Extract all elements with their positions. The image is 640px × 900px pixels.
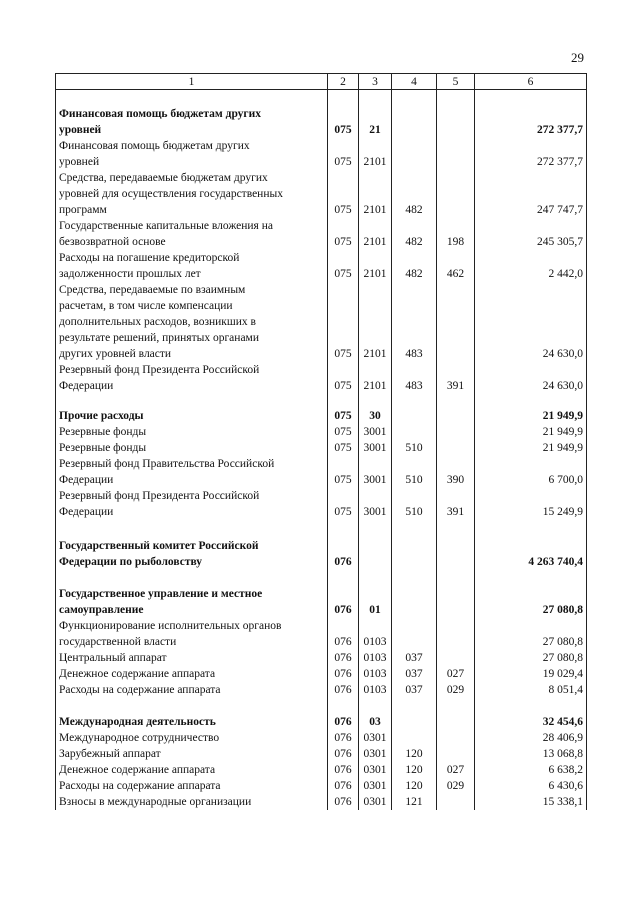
spacer-row	[56, 90, 587, 107]
code-cell-2: 076	[328, 538, 359, 570]
item-name-line: Международное сотрудничество	[59, 732, 220, 744]
code-cell-5: 029	[437, 778, 475, 794]
code-cell-3	[359, 538, 392, 570]
code-cell-4: 120	[392, 762, 437, 778]
table-row	[56, 650, 587, 666]
code-cell-5	[437, 794, 475, 810]
code-cell-3: 0103	[359, 666, 392, 682]
table-row	[56, 456, 587, 488]
amount-cell: 19 029,4	[475, 666, 587, 682]
code-cell-5	[437, 440, 475, 456]
code-cell-3: 0301	[359, 794, 392, 810]
code-cell-5	[437, 408, 475, 424]
spacer-cell	[392, 90, 437, 107]
amount-cell: 272 377,7	[475, 106, 587, 138]
item-name-cell	[56, 538, 328, 570]
code-cell-2: 075	[328, 424, 359, 440]
item-name-line: Федерации	[59, 380, 114, 392]
item-name-line: Резервные фонды	[59, 442, 147, 454]
table-header-row	[56, 74, 587, 90]
spacer-cell	[392, 394, 437, 408]
code-cell-2: 075	[328, 362, 359, 394]
code-cell-4: 121	[392, 794, 437, 810]
code-cell-2: 076	[328, 762, 359, 778]
item-name-line: Функционирование исполнительных органов	[59, 620, 282, 632]
code-cell-4: 037	[392, 666, 437, 682]
item-name-cell	[56, 618, 328, 650]
section-row	[56, 538, 587, 570]
code-cell-5: 029	[437, 682, 475, 698]
amount-cell: 24 630,0	[475, 362, 587, 394]
code-cell-4: 037	[392, 682, 437, 698]
item-name-cell	[56, 424, 328, 440]
spacer-cell	[475, 394, 587, 408]
budget-table	[55, 73, 587, 810]
item-name-line: безвозвратной основе	[59, 236, 166, 248]
spacer-cell	[328, 698, 359, 714]
code-cell-5: 390	[437, 456, 475, 488]
spacer-cell	[437, 570, 475, 586]
item-name-cell	[56, 682, 328, 698]
amount-cell: 27 080,8	[475, 586, 587, 618]
code-cell-4: 120	[392, 778, 437, 794]
item-name-line: результате решений, принятых органами	[59, 332, 259, 344]
code-cell-2: 075	[328, 440, 359, 456]
item-name-cell	[56, 250, 328, 282]
column-header-6: 6	[475, 74, 587, 90]
table-row	[56, 746, 587, 762]
code-cell-5	[437, 586, 475, 618]
amount-cell: 6 700,0	[475, 456, 587, 488]
item-name-cell	[56, 762, 328, 778]
item-name-line: Денежное содержание аппарата	[59, 668, 216, 680]
page-number: 29	[571, 50, 584, 65]
spacer-cell	[328, 520, 359, 538]
item-name-line: Государственное управление и местное	[59, 588, 263, 600]
item-name-line: Расходы на погашение кредиторской	[59, 252, 240, 264]
section-row	[56, 586, 587, 618]
code-cell-3: 30	[359, 408, 392, 424]
code-cell-4: 483	[392, 282, 437, 362]
item-name-cell	[56, 666, 328, 682]
column-header-3: 3	[359, 74, 392, 90]
code-cell-2: 075	[328, 170, 359, 218]
amount-cell: 21 949,9	[475, 424, 587, 440]
code-cell-4	[392, 730, 437, 746]
item-name-line: Резервный фонд Президента Российской	[59, 364, 260, 376]
code-cell-2: 076	[328, 746, 359, 762]
code-cell-5	[437, 714, 475, 730]
code-cell-5	[437, 106, 475, 138]
item-name-cell	[56, 440, 328, 456]
item-name-line: других уровней власти	[59, 348, 172, 360]
code-cell-3: 3001	[359, 424, 392, 440]
code-cell-3: 0103	[359, 682, 392, 698]
item-name-cell	[56, 586, 328, 618]
code-cell-4: 037	[392, 650, 437, 666]
code-cell-5	[437, 746, 475, 762]
code-cell-5: 391	[437, 362, 475, 394]
code-cell-3: 0301	[359, 746, 392, 762]
spacer-cell	[437, 394, 475, 408]
item-name-cell	[56, 778, 328, 794]
code-cell-3: 0301	[359, 730, 392, 746]
item-name-line: уровней	[59, 156, 100, 168]
spacer-row	[56, 698, 587, 714]
code-cell-3: 01	[359, 586, 392, 618]
item-name-cell	[56, 488, 328, 520]
amount-cell: 28 406,9	[475, 730, 587, 746]
code-cell-3: 0301	[359, 778, 392, 794]
amount-cell: 27 080,8	[475, 650, 587, 666]
item-name-line: Финансовая помощь бюджетам других	[59, 108, 262, 120]
item-name-cell	[56, 170, 328, 218]
amount-cell: 15 249,9	[475, 488, 587, 520]
code-cell-2: 075	[328, 250, 359, 282]
code-cell-2: 075	[328, 488, 359, 520]
spacer-cell	[359, 520, 392, 538]
item-name-cell	[56, 282, 328, 362]
amount-cell: 247 747,7	[475, 170, 587, 218]
code-cell-4: 482	[392, 250, 437, 282]
amount-cell: 8 051,4	[475, 682, 587, 698]
spacer-cell	[56, 90, 328, 107]
section-row	[56, 714, 587, 730]
item-name-cell	[56, 106, 328, 138]
code-cell-2: 076	[328, 666, 359, 682]
code-cell-2: 076	[328, 586, 359, 618]
code-cell-5	[437, 138, 475, 170]
code-cell-4: 510	[392, 440, 437, 456]
spacer-cell	[475, 520, 587, 538]
code-cell-5	[437, 424, 475, 440]
code-cell-3: 3001	[359, 456, 392, 488]
amount-cell: 13 068,8	[475, 746, 587, 762]
code-cell-4	[392, 408, 437, 424]
item-name-line: Федерации	[59, 474, 114, 486]
amount-cell: 6 430,6	[475, 778, 587, 794]
code-cell-5: 027	[437, 666, 475, 682]
amount-cell: 21 949,9	[475, 440, 587, 456]
item-name-line: расчетам, в том числе компенсации	[59, 300, 233, 312]
spacer-cell	[359, 90, 392, 107]
item-name-line: Федерации	[59, 506, 114, 518]
item-name-line: Денежное содержание аппарата	[59, 764, 216, 776]
item-name-cell	[56, 746, 328, 762]
item-name-line: государственной власти	[59, 636, 177, 648]
code-cell-3: 2101	[359, 138, 392, 170]
item-name-line: Резервные фонды	[59, 426, 147, 438]
item-name-line: дополнительных расходов, возникших в	[59, 316, 256, 328]
code-cell-4	[392, 538, 437, 570]
item-name-cell	[56, 218, 328, 250]
code-cell-3: 0103	[359, 650, 392, 666]
spacer-cell	[475, 90, 587, 107]
spacer-cell	[437, 698, 475, 714]
item-name-line: Резервный фонд Президента Российской	[59, 490, 260, 502]
spacer-cell	[328, 90, 359, 107]
table-row	[56, 730, 587, 746]
spacer-row	[56, 520, 587, 538]
spacer-cell	[359, 394, 392, 408]
code-cell-4	[392, 586, 437, 618]
item-name-cell	[56, 456, 328, 488]
item-name-line: уровней для осуществления государственных	[59, 188, 283, 200]
table-row	[56, 138, 587, 170]
code-cell-2: 076	[328, 794, 359, 810]
code-cell-2: 075	[328, 456, 359, 488]
code-cell-5: 391	[437, 488, 475, 520]
item-name-line: Средства, передаваемые по взаимным	[59, 284, 246, 296]
spacer-row	[56, 570, 587, 586]
table-body	[56, 90, 587, 811]
table-row	[56, 250, 587, 282]
table-row	[56, 440, 587, 456]
code-cell-2: 075	[328, 106, 359, 138]
column-header-4: 4	[392, 74, 437, 90]
spacer-cell	[475, 570, 587, 586]
code-cell-5: 198	[437, 218, 475, 250]
item-name-line: Взносы в международные организации	[59, 796, 252, 808]
code-cell-4: 483	[392, 362, 437, 394]
amount-cell: 4 263 740,4	[475, 538, 587, 570]
item-name-cell	[56, 730, 328, 746]
code-cell-2: 076	[328, 714, 359, 730]
item-name-line: Международная деятельность	[59, 716, 216, 728]
item-name-cell	[56, 138, 328, 170]
spacer-cell	[359, 570, 392, 586]
code-cell-4: 510	[392, 456, 437, 488]
code-cell-2: 076	[328, 778, 359, 794]
table-row	[56, 282, 587, 362]
amount-cell: 15 338,1	[475, 794, 587, 810]
amount-cell: 21 949,9	[475, 408, 587, 424]
table-row	[56, 682, 587, 698]
code-cell-4	[392, 106, 437, 138]
code-cell-3: 2101	[359, 282, 392, 362]
section-row	[56, 408, 587, 424]
code-cell-5	[437, 730, 475, 746]
code-cell-2: 076	[328, 618, 359, 650]
table-row	[56, 778, 587, 794]
table-row	[56, 618, 587, 650]
spacer-cell	[392, 570, 437, 586]
table-row	[56, 666, 587, 682]
spacer-row	[56, 394, 587, 408]
code-cell-3: 0301	[359, 762, 392, 778]
table-row	[56, 794, 587, 810]
item-name-line: Центральный аппарат	[59, 652, 167, 664]
item-name-cell	[56, 408, 328, 424]
table-row	[56, 218, 587, 250]
code-cell-3: 21	[359, 106, 392, 138]
spacer-cell	[392, 698, 437, 714]
code-cell-2: 075	[328, 138, 359, 170]
table-row	[56, 170, 587, 218]
code-cell-5: 462	[437, 250, 475, 282]
code-cell-5	[437, 650, 475, 666]
code-cell-3: 3001	[359, 440, 392, 456]
code-cell-5	[437, 538, 475, 570]
amount-cell: 27 080,8	[475, 618, 587, 650]
item-name-line: Средства, передаваемые бюджетам других	[59, 172, 268, 184]
spacer-cell	[56, 394, 328, 408]
code-cell-3: 3001	[359, 488, 392, 520]
item-name-cell	[56, 794, 328, 810]
item-name-cell	[56, 650, 328, 666]
table-row	[56, 488, 587, 520]
code-cell-4: 482	[392, 170, 437, 218]
item-name-line: Резервный фонд Правительства Российской	[59, 458, 275, 470]
table-row	[56, 424, 587, 440]
spacer-cell	[437, 520, 475, 538]
code-cell-5	[437, 618, 475, 650]
item-name-line: Федерации по рыболовству	[59, 556, 203, 568]
spacer-cell	[437, 90, 475, 107]
spacer-cell	[328, 394, 359, 408]
spacer-cell	[328, 570, 359, 586]
table-row	[56, 762, 587, 778]
item-name-line: задолженности прошлых лет	[59, 268, 201, 280]
code-cell-2: 075	[328, 218, 359, 250]
code-cell-3: 0103	[359, 618, 392, 650]
spacer-cell	[475, 698, 587, 714]
section-row	[56, 106, 587, 138]
column-header-1: 1	[56, 74, 328, 90]
code-cell-3: 2101	[359, 250, 392, 282]
item-name-line: Зарубежный аппарат	[59, 748, 161, 760]
code-cell-3: 2101	[359, 170, 392, 218]
code-cell-4: 510	[392, 488, 437, 520]
item-name-line: уровней	[59, 124, 102, 136]
amount-cell: 2 442,0	[475, 250, 587, 282]
code-cell-4	[392, 424, 437, 440]
code-cell-2: 076	[328, 730, 359, 746]
code-cell-3: 03	[359, 714, 392, 730]
code-cell-3: 2101	[359, 218, 392, 250]
item-name-line: Прочие расходы	[59, 410, 144, 422]
code-cell-2: 075	[328, 408, 359, 424]
spacer-cell	[359, 698, 392, 714]
column-header-5: 5	[437, 74, 475, 90]
item-name-line: Государственные капитальные вложения на	[59, 220, 273, 232]
code-cell-4: 482	[392, 218, 437, 250]
spacer-cell	[56, 698, 328, 714]
item-name-line: Финансовая помощь бюджетам других	[59, 140, 250, 152]
code-cell-2: 076	[328, 682, 359, 698]
item-name-line: программ	[59, 204, 107, 216]
spacer-cell	[56, 570, 328, 586]
amount-cell: 245 305,7	[475, 218, 587, 250]
spacer-cell	[392, 520, 437, 538]
code-cell-4	[392, 138, 437, 170]
code-cell-5	[437, 282, 475, 362]
code-cell-4: 120	[392, 746, 437, 762]
amount-cell: 272 377,7	[475, 138, 587, 170]
amount-cell: 6 638,2	[475, 762, 587, 778]
spacer-cell	[56, 520, 328, 538]
code-cell-2: 075	[328, 282, 359, 362]
code-cell-5	[437, 170, 475, 218]
item-name-cell	[56, 714, 328, 730]
code-cell-2: 076	[328, 650, 359, 666]
code-cell-3: 2101	[359, 362, 392, 394]
item-name-line: Расходы на содержание аппарата	[59, 780, 221, 792]
amount-cell: 32 454,6	[475, 714, 587, 730]
item-name-cell	[56, 362, 328, 394]
column-header-2: 2	[328, 74, 359, 90]
table-row	[56, 362, 587, 394]
item-name-line: Государственный комитет Российской	[59, 540, 259, 552]
amount-cell: 24 630,0	[475, 282, 587, 362]
code-cell-5: 027	[437, 762, 475, 778]
item-name-line: Расходы на содержание аппарата	[59, 684, 221, 696]
item-name-line: самоуправление	[59, 604, 144, 616]
code-cell-4	[392, 618, 437, 650]
code-cell-4	[392, 714, 437, 730]
